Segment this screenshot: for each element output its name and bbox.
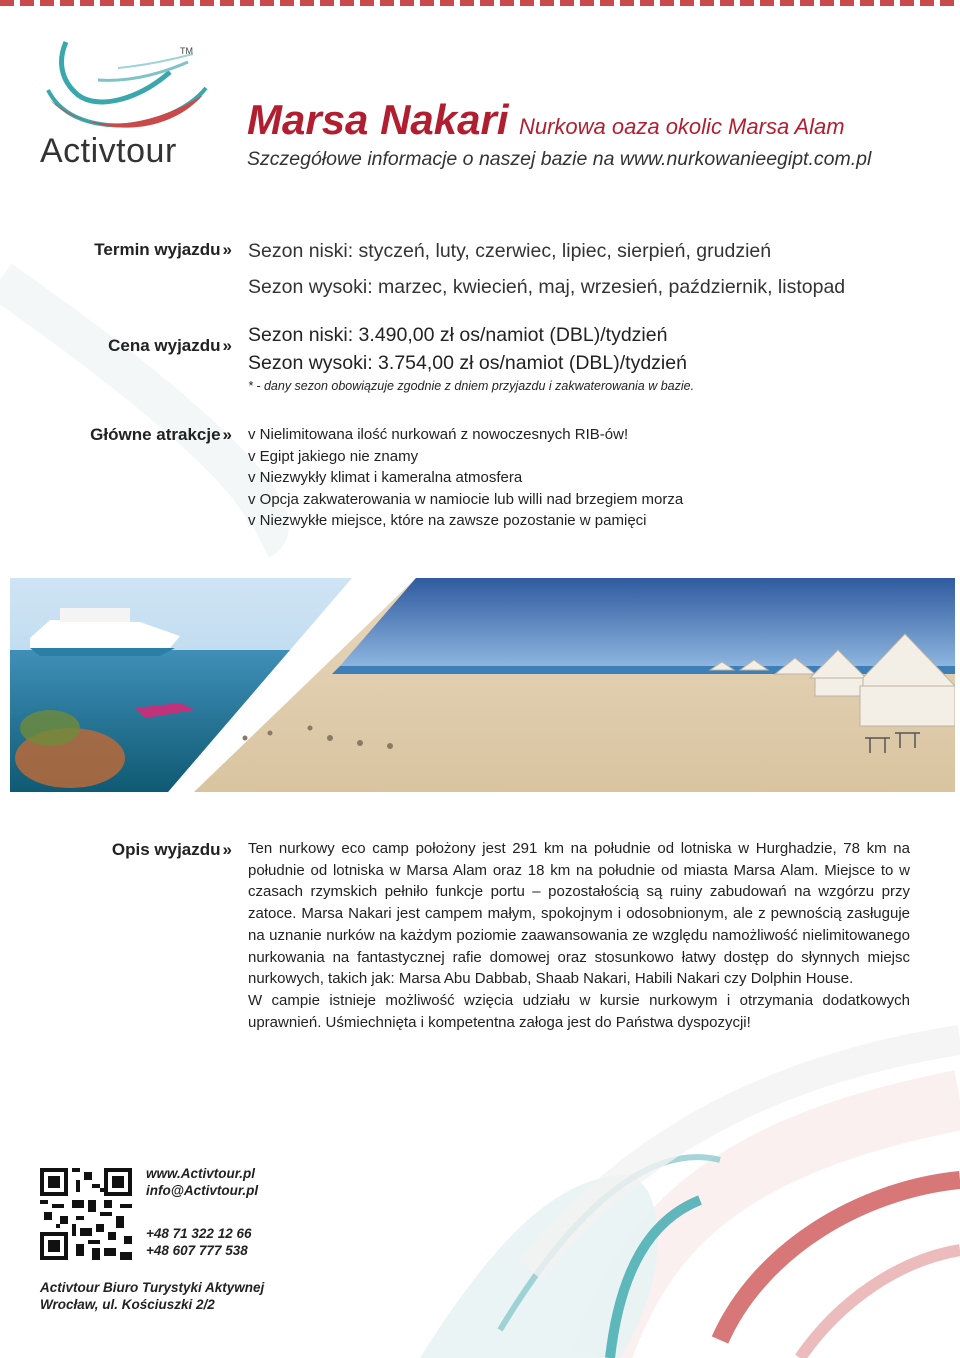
opis-label [0,840,232,860]
description-paragraph: Ten nurkowy eco camp położony jest 291 km na południe od lotniska w Hurghadzie, 78 km na południe od lotniska w Marsa Alam oraz 18 km na południe od miasta Marsa Alam. Miejsce to w czasach rzymskich pełniło funkcje portu – pozostałością są ruiny zabudowań na wzgórzu przy zatoce. Marsa Nakari jest campem małym, spokojnym i odosobnionym, ale z pewnością zasługuje na uznanie nurków na każdym poziomie zaawansowania ze względu namożliwość nielimitowanego nurkowania na fantastycznej rafie domowej oraz stosunkowo łatwy dostęp do słynnych miejsc nurkowych, takich jak: Marsa Abu Dabbab, Shaab Nakari, Habili Nakari czy Dolphin House. [248,840,910,988]
title-main: Marsa Nakari [247,96,509,143]
arrow-glyph: » [222,336,232,355]
logo-wordmark: Activtour [40,132,177,170]
arrow-glyph: » [222,240,232,259]
cena-low-season: Sezon niski: 3.490,00 zł os/namiot (DBL)/tydzień [248,324,668,346]
cena-high-season: Sezon wysoki: 3.754,00 zł os/namiot (DBL)/tydzień [248,352,687,374]
title-tagline: Nurkowa oaza okolic Marsa Alam [518,114,845,139]
opis-label-text: Opis wyjazdu [111,840,221,859]
season-note: * - dany sezon obowiązuje zgodnie z dniem przyjazdu i zakwaterowania w bazie. [248,379,695,393]
subtitle-website-info: Szczegółowe informacje o naszej bazie na www.nurkowanieegipt.com.pl [247,148,872,170]
page-title [247,96,845,144]
list-item: v Niezwykły klimat i kameralna atmosfera [248,469,523,487]
cena-label [0,336,232,356]
list-item: v Egipt jakiego nie znamy [248,447,419,465]
termin-label-text: Termin wyjazdu [94,240,221,259]
phone-number[interactable]: +48 71 322 12 66 [146,1226,252,1241]
termin-high-season: Sezon wysoki: marzec, kwiecień, maj, wrzesień, październik, listopad [248,276,846,298]
trademark-mark: TM [180,46,193,56]
termin-low-season: Sezon niski: styczeń, luty, czerwiec, lipiec, sierpień, grudzień [248,240,772,262]
description-text [248,838,910,1033]
cena-label-text: Cena wyjazdu [108,336,221,355]
company-name: Activtour Biuro Turystyki Aktywnej [40,1280,265,1295]
email-link[interactable]: info@Activtour.pl [146,1183,259,1198]
termin-label [0,240,232,260]
photo-banner [10,578,955,792]
list-item: v Opcja zakwaterowania w namiocie lub willi nad brzegiem morza [248,490,684,508]
company-address: Wrocław, ul. Kościuszki 2/2 [40,1297,215,1312]
list-item: v Nielimitowana ilość nurkowań z nowoczesnych RIB-ów! [248,426,629,443]
website-link[interactable]: www.Activtour.pl [146,1166,256,1181]
decorative-top-border [0,0,960,6]
atrakcje-label [0,425,232,445]
activtour-logo[interactable] [38,40,208,170]
attractions-list [248,424,683,532]
arrow-glyph: » [222,840,232,859]
arrow-glyph: » [222,425,232,444]
phone-number[interactable]: +48 607 777 538 [146,1243,248,1258]
description-paragraph: W campie istnieje możliwość wzięcia udziału w kursie nurkowym i otrzymania dodatkowych uprawnień. Uśmiechnięta i kompetentna załoga jest do Państwa dyspozycji! [248,991,910,1031]
list-item: v Niezwykłe miejsce, które na zawsze pozostanie w pamięci [248,512,647,530]
atrakcje-label-text: Główne atrakcje [90,425,221,444]
qr-code[interactable] [40,1168,132,1260]
